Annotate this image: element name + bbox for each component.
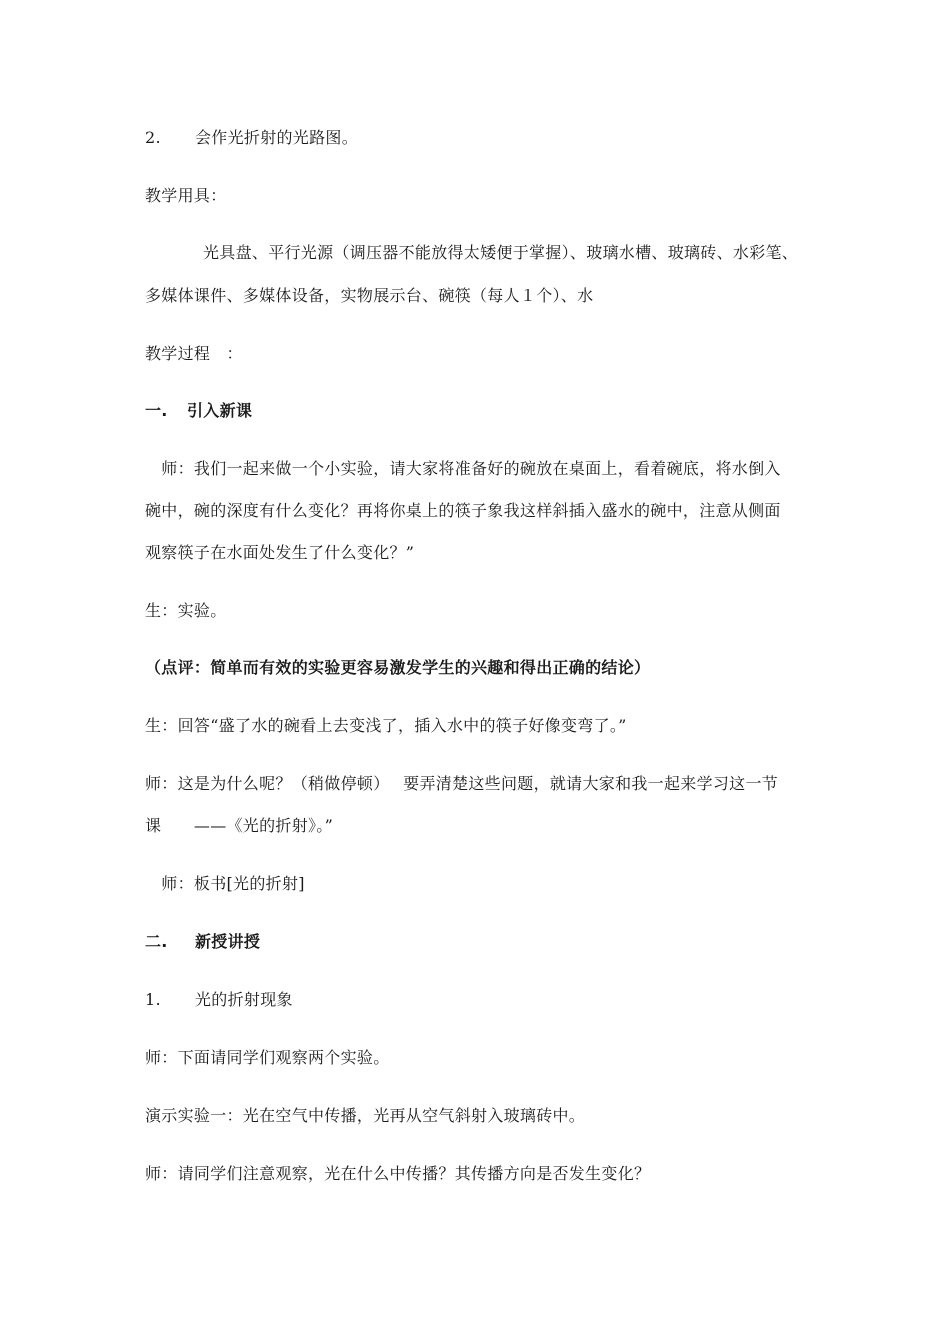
teacher-intro-line-2: 碗中，碗的深度有什么变化？再将你桌上的筷子象我这样斜插入盛水的碗中，注意从侧面 (145, 501, 781, 520)
subsection-title: 光的折射现象 (195, 990, 293, 1009)
teacher-why-line-1: 师：这是为什么呢？（稍做停顿） 要弄清楚这些问题，就请大家和我一起来学习这一节 (145, 774, 779, 793)
teacher-intro-line-3: 观察筷子在水面处发生了什么变化？” (145, 543, 415, 562)
comment-note: （点评：简单而有效的实验更容易激发学生的兴趣和得出正确的结论） (145, 658, 651, 677)
tools-line-1: 光具盘、平行光源（调压器不能放得太矮便于掌握）、玻璃水槽、玻璃砖、水彩笔、 (203, 243, 799, 262)
blackboard-note: 师：板书[光的折射] (145, 874, 305, 893)
teacher-intro-line-1: 师：我们一起来做一个小实验，请大家将准备好的碗放在桌面上，看着碗底，将水倒入 (145, 459, 781, 478)
section-number: 二. (145, 932, 168, 951)
section-heading-1 (145, 401, 252, 421)
teacher-question: 师：请同学们注意观察，光在什么中传播？其传播方向是否发生变化？ (145, 1164, 651, 1183)
student-experiment: 生：实验。 (145, 601, 227, 620)
section-title: 新授讲授 (195, 932, 261, 951)
section-title: 引入新课 (187, 401, 253, 420)
student-answer: 生：回答“盛了水的碗看上去变浅了，插入水中的筷子好像变弯了。” (145, 716, 627, 735)
process-heading: 教学过程 ： (145, 344, 243, 363)
subsection-1 (145, 990, 293, 1010)
subsection-number: 1. (145, 990, 161, 1009)
section-number: 一. (145, 401, 168, 420)
item-text: 会作光折射的光路图。 (195, 128, 359, 147)
item-number: 2. (145, 128, 161, 147)
teacher-why-line-2: 课 ——《光的折射》。” (145, 816, 334, 835)
teacher-observe: 师：下面请同学们观察两个实验。 (145, 1048, 390, 1067)
demo-experiment-1: 演示实验一：光在空气中传播，光再从空气斜射入玻璃砖中。 (145, 1106, 586, 1125)
section-heading-2 (145, 932, 260, 952)
tools-line-2: 多媒体课件、多媒体设备，实物展示台、碗筷（每人１个）、水 (145, 286, 594, 305)
objective-item-2 (145, 128, 358, 148)
tools-heading: 教学用具： (145, 186, 227, 205)
